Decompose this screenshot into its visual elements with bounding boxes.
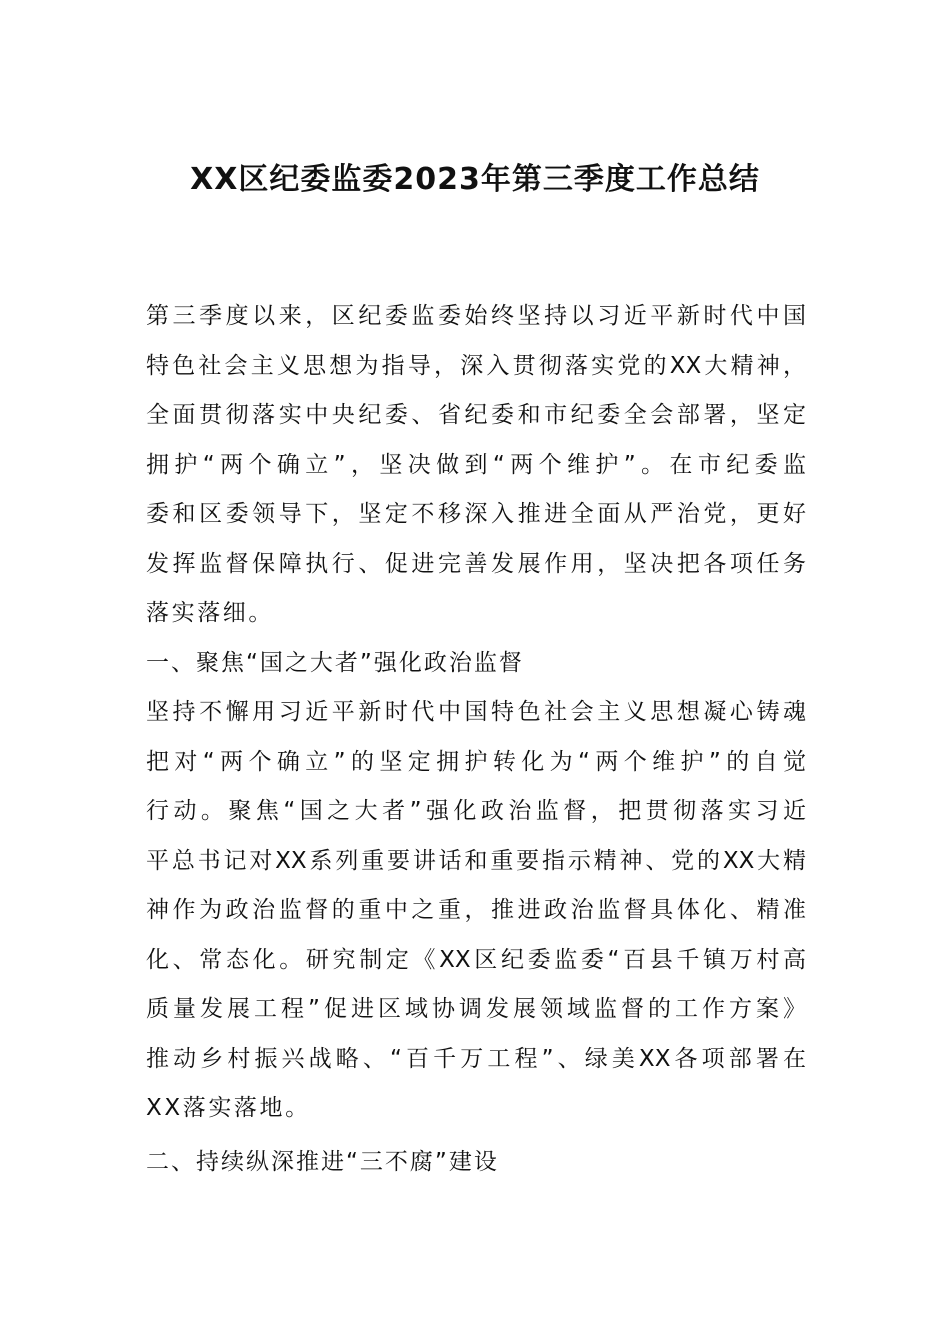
section-1-paragraph [146,688,806,1134]
paragraph-line: 特色社会主义思想为指导，深入贯彻落实党的XX大精神， [146,352,806,379]
paragraph-line: 拥护“两个确立”，坚决做到“两个维护”。在市纪委监 [146,451,806,478]
paragraph-line: 发挥监督保障执行、促进完善发展作用，坚决把各项任务 [146,550,806,577]
section-heading-1: 一、聚焦“国之大者”强化政治监督 [146,649,524,676]
paragraph-line: 第三季度以来，区纪委监委始终坚持以习近平新时代中国 [146,303,806,329]
paragraph-line: 化、常态化。研究制定《XX区纪委监委“百县千镇万村高 [146,946,806,973]
paragraph-line: 质量发展工程”促进区域协调发展领域监督的工作方案》 [146,996,806,1022]
document-body [146,292,806,1187]
paragraph-line: 把对“两个确立”的坚定拥护转化为“两个维护”的自觉 [146,748,806,775]
paragraph-line: 委和区委领导下，坚定不移深入推进全面从严治党，更好 [146,501,806,527]
paragraph-line: 行动。聚焦“国之大者”强化政治监督，把贯彻落实习近 [146,798,806,824]
document-title: XX区纪委监委2023年第三季度工作总结 [190,162,760,197]
paragraph-line: 全面贯彻落实中央纪委、省纪委和市纪委全会部署，坚定 [146,402,806,428]
paragraph-line: XX落实落地。 [146,1095,311,1121]
section-heading-2: 二、持续纵深推进“三不腐”建设 [146,1148,499,1175]
paragraph-line: 落实落细。 [146,600,274,626]
paragraph-line: 推动乡村振兴战略、“百千万工程”、绿美XX各项部署在 [146,1045,806,1072]
intro-paragraph [146,292,806,639]
paragraph-line: 神作为政治监督的重中之重，推进政治监督具体化、精准 [146,897,806,923]
paragraph-line: 坚持不懈用习近平新时代中国特色社会主义思想凝心铸魂 [146,699,806,725]
paragraph-line: 平总书记对XX系列重要讲话和重要指示精神、党的XX大精 [146,847,806,874]
